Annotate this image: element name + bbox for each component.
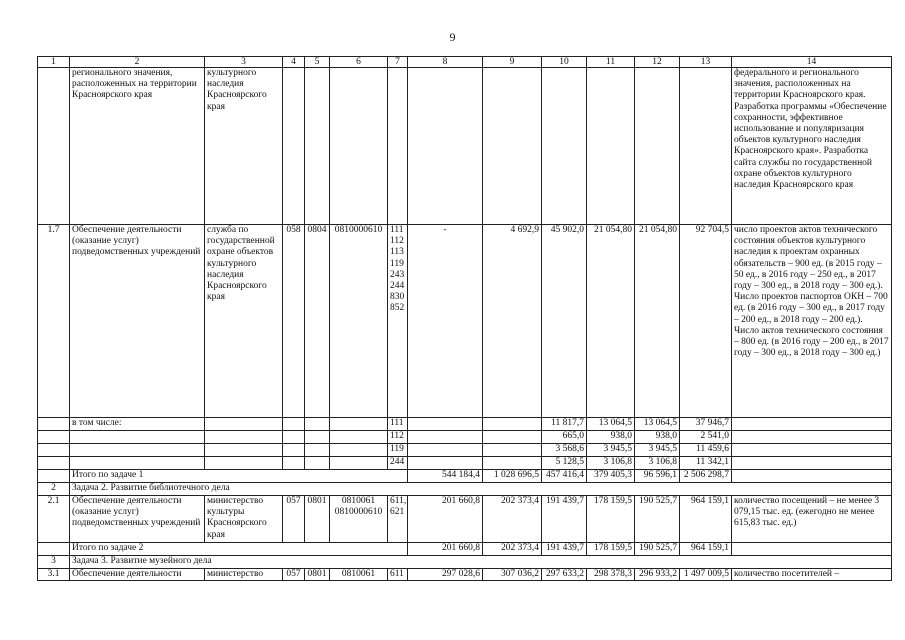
- measure-name: Обеспечение деятельности (оказание услуг) подведомственных учреждений: [70, 496, 205, 543]
- amount-col8: 201 660,8: [408, 496, 483, 543]
- amount-col11: 178 159,5: [587, 543, 635, 556]
- empty-cell: [635, 68, 680, 225]
- amount-col12: 190 525,7: [635, 496, 680, 543]
- empty-cell: [330, 68, 388, 225]
- amount-col11: 178 159,5: [587, 496, 635, 543]
- empty-cell: [330, 418, 388, 431]
- csr-code: 0810061: [330, 569, 388, 581]
- continuation-row: [38, 68, 892, 225]
- rzpr-code: 0801: [305, 569, 330, 581]
- rzpr-code: 0801: [305, 496, 330, 543]
- amount-col12: 3 945,5: [635, 444, 680, 457]
- empty-cell: [283, 418, 305, 431]
- grbs-code: 057: [283, 569, 305, 581]
- csr-code: 0810000610: [330, 225, 388, 418]
- table-row-sub: [38, 444, 892, 457]
- vr-code: 112: [388, 431, 408, 444]
- empty-cell: [38, 444, 70, 457]
- amount-col10: 297 633,2: [542, 569, 587, 581]
- total-row-task-2: [38, 543, 892, 556]
- measure-name: Обеспечение деятельности: [70, 569, 205, 581]
- empty-cell: [305, 418, 330, 431]
- empty-cell: [732, 444, 892, 457]
- empty-cell: [408, 444, 483, 457]
- amount-col13: 11 342,1: [680, 457, 732, 470]
- amount-col12: 296 933,2: [635, 569, 680, 581]
- empty-cell: [205, 431, 283, 444]
- header-cell: 10: [542, 57, 587, 68]
- result-cont: федерального и регионального значения, расположенных на территории Красноярского края. Разработка программы «Обеспечение сохранности, эффективное использование и популяризация объектов культурного наследия Красноярского края». Разработка сайта службы по государственной охране объектов культурного наследия Красноярского края: [732, 68, 892, 225]
- amount-col12: 21 054,80: [635, 225, 680, 418]
- sub-label: [70, 457, 205, 470]
- task-number: 2: [38, 483, 70, 496]
- row-number: 2.1: [38, 496, 70, 543]
- empty-cell: [305, 444, 330, 457]
- table-row-sub: [38, 431, 892, 444]
- amount-col10: 191 439,7: [542, 543, 587, 556]
- amount-col12: 938,0: [635, 431, 680, 444]
- empty-cell: [38, 543, 70, 556]
- empty-cell: [732, 457, 892, 470]
- vr-codes: 611, 621: [388, 496, 408, 543]
- vr-codes: 611: [388, 569, 408, 581]
- amount-col9: 4 692,9: [483, 225, 542, 418]
- header-cell: 2: [70, 57, 205, 68]
- amount-col11: 13 064,5: [587, 418, 635, 431]
- empty-cell: [587, 68, 635, 225]
- empty-cell: [330, 431, 388, 444]
- table-row-sub: [38, 457, 892, 470]
- header-cell: 6: [330, 57, 388, 68]
- empty-cell: [283, 431, 305, 444]
- amount-col10: 3 568,6: [542, 444, 587, 457]
- amount-col11: 938,0: [587, 431, 635, 444]
- expected-result: количество посетителей –: [732, 569, 892, 581]
- amount-col13: 11 459,6: [680, 444, 732, 457]
- empty-cell: [732, 543, 892, 556]
- empty-cell: [38, 418, 70, 431]
- empty-cell: [732, 470, 892, 483]
- executor-cont: культурного наследия Красноярского края: [205, 68, 283, 225]
- header-cell: 8: [408, 57, 483, 68]
- executor: министерство культуры Красноярского края: [205, 496, 283, 543]
- empty-cell: [38, 431, 70, 444]
- header-cell: 1: [38, 57, 70, 68]
- empty-cell: [680, 68, 732, 225]
- empty-cell: [483, 431, 542, 444]
- header-cell: 9: [483, 57, 542, 68]
- amount-col13: 2 506 298,7: [680, 470, 732, 483]
- header-cell: 11: [587, 57, 635, 68]
- amount-col10: 45 902,0: [542, 225, 587, 418]
- amount-col12: 96 596,1: [635, 470, 680, 483]
- table-row-2-1: [38, 496, 892, 543]
- header-cell: 5: [305, 57, 330, 68]
- table-row-1-7: [38, 225, 892, 418]
- empty-cell: [205, 444, 283, 457]
- task-heading-row: [38, 556, 892, 569]
- amount-col9: 202 373,4: [483, 543, 542, 556]
- total-row-task-1: [38, 470, 892, 483]
- task-title: Задача 3. Развитие музейного дела: [70, 556, 892, 569]
- amount-col10: 665,0: [542, 431, 587, 444]
- amount-col9: 202 373,4: [483, 496, 542, 543]
- sub-label: в том числе:: [70, 418, 205, 431]
- header-cell: 4: [283, 57, 305, 68]
- empty-cell: [483, 457, 542, 470]
- row-number: 3.1: [38, 569, 70, 581]
- empty-cell: [38, 68, 70, 225]
- rzpr-code: 0804: [305, 225, 330, 418]
- empty-cell: [38, 457, 70, 470]
- amount-col12: 190 525,7: [635, 543, 680, 556]
- measure-name: Обеспечение деятельности (оказание услуг) подведомственных учреждений: [70, 225, 205, 418]
- amount-col9: 307 036,2: [483, 569, 542, 581]
- header-row: [38, 57, 892, 68]
- empty-cell: [283, 444, 305, 457]
- amount-col13: 2 541,0: [680, 431, 732, 444]
- empty-cell: [408, 68, 483, 225]
- sub-label: [70, 431, 205, 444]
- table-row-sub: [38, 418, 892, 431]
- empty-cell: [305, 457, 330, 470]
- empty-cell: [388, 68, 408, 225]
- amount-col13: 1 497 009,5: [680, 569, 732, 581]
- task-title: Задача 2. Развитие библиотечного дела: [70, 483, 892, 496]
- empty-cell: [732, 431, 892, 444]
- empty-cell: [542, 68, 587, 225]
- csr-code: 0810061 0810000610: [330, 496, 388, 543]
- empty-cell: [38, 470, 70, 483]
- budget-table: [37, 56, 892, 581]
- page-number: 9: [449, 30, 456, 44]
- amount-col8: 201 660,8: [408, 543, 483, 556]
- amount-col13: 964 159,1: [680, 543, 732, 556]
- amount-col10: 5 128,5: [542, 457, 587, 470]
- expected-result: число проектов актов технического состояния объектов культурного наследия к проектам охранных обязательств – 900 ед. (в 2015 году – 50 ед., в 2016 году – 250 ед., в 2017 году – 300 ед., в 2018 году – 300 ед.). Число проектов паспортов ОКН – 700 ед. (в 2016 году – 300 ед., в 2017 году – 200 ед., в 2018 году – 200 ед.). Число актов технического состояния – 800 ед. (в 2016 году – 200 ед., в 2017 году – 300 ед., в 2018 году – 300 ед.): [732, 225, 892, 418]
- expected-result: количество посещений – не менее 3 079,15 тыс. ед. (ежегодно не менее 615,83 тыс. ед.): [732, 496, 892, 543]
- empty-cell: [205, 418, 283, 431]
- empty-cell: [408, 418, 483, 431]
- amount-col11: 3 106,8: [587, 457, 635, 470]
- vr-code: 119: [388, 444, 408, 457]
- empty-cell: [483, 68, 542, 225]
- sub-label: [70, 444, 205, 457]
- empty-cell: [283, 68, 305, 225]
- empty-cell: [483, 444, 542, 457]
- executor: служба по государственной охране объектов культурного наследия Красноярского края: [205, 225, 283, 418]
- amount-col13: 92 704,5: [680, 225, 732, 418]
- header-cell: 7: [388, 57, 408, 68]
- empty-cell: [483, 418, 542, 431]
- measure-name-cont: регионального значения, расположенных на территории Красноярского края: [70, 68, 205, 225]
- header-cell: 14: [732, 57, 892, 68]
- amount-col10: 457 416,4: [542, 470, 587, 483]
- amount-col13: 964 159,1: [680, 496, 732, 543]
- vr-code: 244: [388, 457, 408, 470]
- empty-cell: [305, 431, 330, 444]
- grbs-code: 058: [283, 225, 305, 418]
- total-label: Итого по задаче 1: [70, 470, 408, 483]
- empty-cell: [732, 418, 892, 431]
- empty-cell: [283, 457, 305, 470]
- empty-cell: [408, 431, 483, 444]
- vr-codes: 111 112 113 119 243 244 830 852: [388, 225, 408, 418]
- row-number: 1.7: [38, 225, 70, 418]
- task-heading-row: [38, 483, 892, 496]
- table-row-3-1: [38, 569, 892, 581]
- amount-col12: 3 106,8: [635, 457, 680, 470]
- amount-col8: 297 028,6: [408, 569, 483, 581]
- header-cell: 12: [635, 57, 680, 68]
- header-cell: 13: [680, 57, 732, 68]
- empty-cell: [330, 457, 388, 470]
- empty-cell: [205, 457, 283, 470]
- amount-col11: 298 378,3: [587, 569, 635, 581]
- executor: министерство: [205, 569, 283, 581]
- amount-col12: 13 064,5: [635, 418, 680, 431]
- amount-col13: 37 946,7: [680, 418, 732, 431]
- amount-col9: 1 028 696,5: [483, 470, 542, 483]
- vr-code: 111: [388, 418, 408, 431]
- empty-cell: [408, 457, 483, 470]
- amount-col11: 21 054,80: [587, 225, 635, 418]
- header-cell: 3: [205, 57, 283, 68]
- empty-cell: [305, 68, 330, 225]
- task-number: 3: [38, 556, 70, 569]
- amount-col10: 11 817,7: [542, 418, 587, 431]
- grbs-code: 057: [283, 496, 305, 543]
- empty-cell: [330, 444, 388, 457]
- amount-col10: 191 439,7: [542, 496, 587, 543]
- amount-col11: 379 405,3: [587, 470, 635, 483]
- amount-col8: 544 184,4: [408, 470, 483, 483]
- total-label: Итого по задаче 2: [70, 543, 408, 556]
- amount-col11: 3 945,5: [587, 444, 635, 457]
- amount-col8: -: [408, 225, 483, 418]
